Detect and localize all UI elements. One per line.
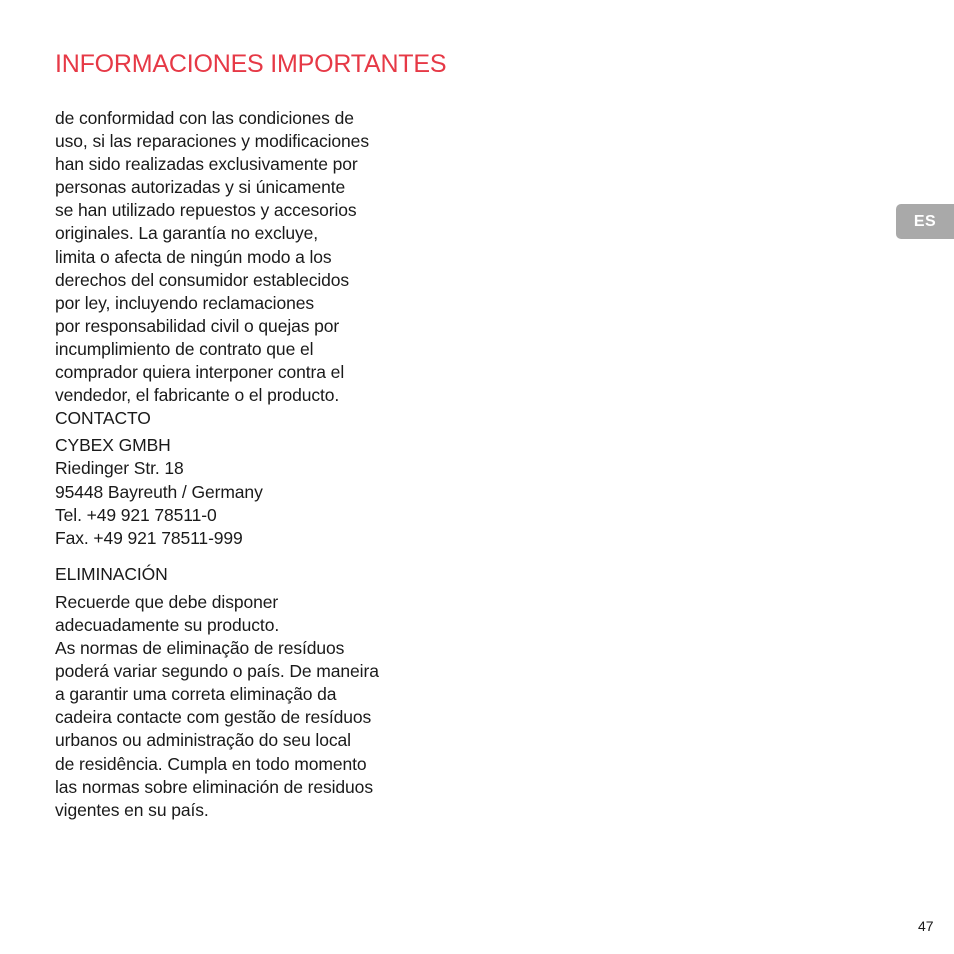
warranty-line: por ley, incluyendo reclamaciones xyxy=(55,292,315,313)
disposal-line: urbanos ou administração do seu local xyxy=(55,730,351,751)
main-content xyxy=(55,107,435,822)
page-title: INFORMACIONES IMPORTANTES xyxy=(55,50,447,78)
warranty-line: han sido realizadas exclusivamente por xyxy=(55,154,358,175)
disposal-line: Recuerde que debe disponer xyxy=(55,591,279,612)
disposal-line: las normas sobre eliminación de residuos xyxy=(55,776,373,797)
page-number: 47 xyxy=(918,918,934,934)
warranty-line: por responsabilidad civil o quejas por xyxy=(55,315,340,336)
language-tab[interactable]: ES xyxy=(896,204,954,239)
contact-city: 95448 Bayreuth / Germany xyxy=(55,481,263,502)
disposal-line: poderá variar segundo o país. De maneira xyxy=(55,661,379,682)
warranty-paragraph xyxy=(55,107,435,407)
contact-fax: Fax. +49 921 78511-999 xyxy=(55,527,243,548)
warranty-line: incumplimiento de contrato que el xyxy=(55,338,314,359)
company-name: CYBEX GMBH xyxy=(55,435,171,456)
warranty-line: personas autorizadas y si únicamente xyxy=(55,177,346,198)
contact-heading: CONTACTO xyxy=(55,408,151,429)
contact-phone: Tel. +49 921 78511-0 xyxy=(55,504,217,525)
warranty-line: se han utilizado repuestos y accesorios xyxy=(55,200,357,221)
warranty-line: limita o afecta de ningún modo a los xyxy=(55,246,332,267)
warranty-line: derechos del consumidor establecidos xyxy=(55,269,350,290)
disposal-line: de residência. Cumpla en todo momento xyxy=(55,753,367,774)
disposal-line: vigentes en su país. xyxy=(55,799,209,820)
warranty-line: originales. La garantía no excluye, xyxy=(55,223,319,244)
disposal-line: As normas de eliminação de resíduos xyxy=(55,638,345,659)
warranty-line: uso, si las reparaciones y modificaciones xyxy=(55,131,369,152)
warranty-line: comprador quiera interponer contra el xyxy=(55,362,345,383)
disposal-section xyxy=(55,563,435,822)
disposal-line: a garantir uma correta eliminação da xyxy=(55,684,337,705)
disposal-line: cadeira contacte com gestão de resíduos xyxy=(55,707,372,728)
disposal-heading: ELIMINACIÓN xyxy=(55,563,168,584)
contact-street: Riedinger Str. 18 xyxy=(55,458,184,479)
warranty-line: vendedor, el fabricante o el producto. xyxy=(55,385,340,406)
warranty-line: de conformidad con las condiciones de xyxy=(55,108,354,128)
disposal-line: adecuadamente su producto. xyxy=(55,614,280,635)
contact-section xyxy=(55,407,435,550)
